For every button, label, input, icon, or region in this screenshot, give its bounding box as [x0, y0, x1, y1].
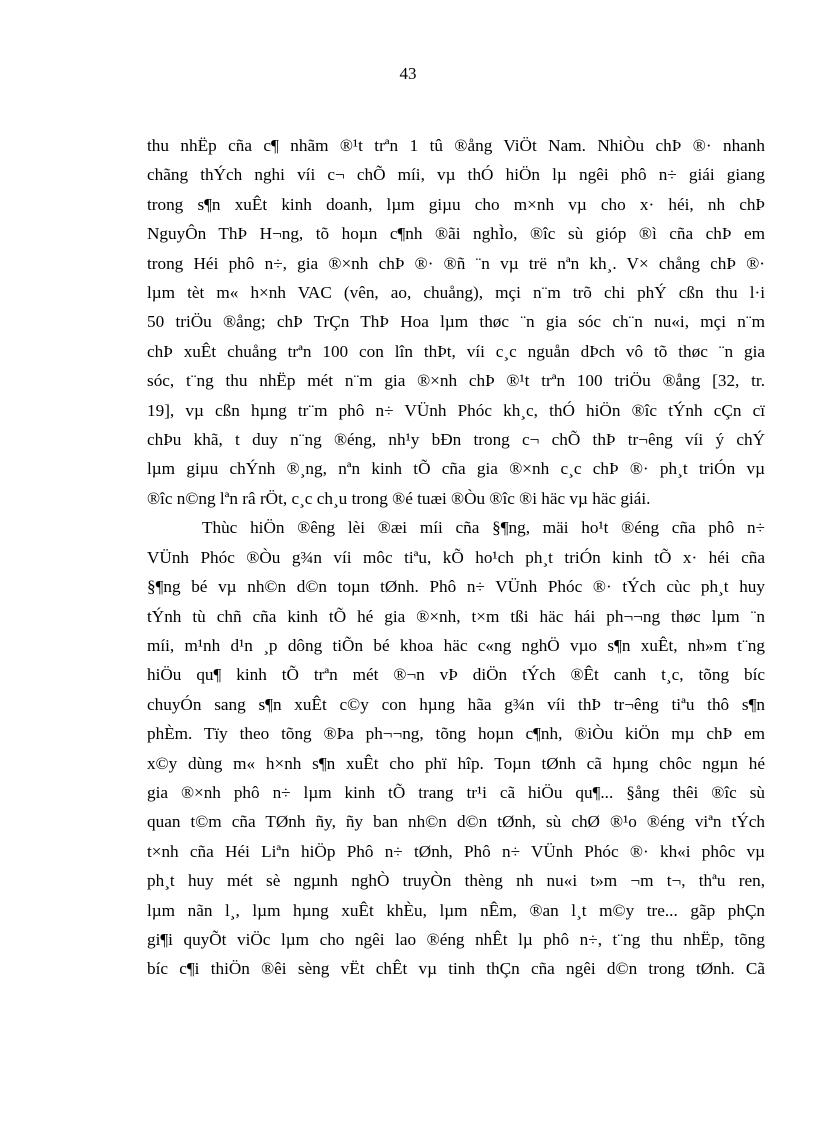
text-line: chÞ xuÊt chuång trªn 100 con lîn thÞt, víi c¸c nguån dÞch vô tõ thøc ¨n gia — [147, 341, 765, 361]
text-line: chuyÓn sang s¶n xuÊt c©y con hµng hãa g¾n víi thÞ tr¬êng tiªu thô s¶n — [147, 694, 765, 714]
text-line: bíc c¶i thiÖn ®êi sèng vËt chÊt vµ tinh thÇn cña ngêi d©n trong tØnh. Cã — [147, 959, 765, 979]
text-line: x©y dùng m« h×nh s¶n xuÊt cho phï hîp. Toµn tØnh cã hµng chôc ngµn hé — [147, 753, 765, 773]
text-line: quan t©m cña TØnh ñy, ñy ban nh©n d©n tØnh, sù chØ ®¹o ®éng viªn tÝch — [147, 812, 765, 832]
paragraph-1 — [147, 131, 765, 513]
text-line: Thùc hiÖn ®êng lèi ®æi míi cña §¶ng, mäi ho¹t ®éng cña phô n÷ — [202, 518, 765, 538]
text-line: lµm tèt m« h×nh VAC (vên, ao, chuång), mçi n¨m trõ chi phÝ cßn thu l·i — [147, 283, 765, 303]
text-line: sóc, t¨ng thu nhËp mét n¨m gia ®×nh chÞ ®¹t trªn 100 triÖu ®ång [32, tr. — [147, 371, 765, 391]
text-line: 50 triÖu ®ång; chÞ TrÇn ThÞ Hoa lµm thøc ¨n gia sóc ch¨n nu«i, mçi n¨m — [147, 312, 765, 332]
text-line: VÜnh Phóc ®Òu g¾n víi môc tiªu, kÕ ho¹ch ph¸t triÓn kinh tÕ x· héi cña — [147, 547, 765, 567]
paragraph-2 — [147, 513, 765, 984]
text-line: lµm giµu chÝnh ®¸ng, nªn kinh tÕ cña gia ®×nh c¸c chÞ ®· ph¸t triÓn vµ — [147, 459, 765, 479]
text-line: gia ®×nh phô n÷ lµm kinh tÕ trang tr¹i cã hiÖu qu¶... §ång thêi ®îc sù — [147, 782, 765, 802]
text-line: chãng thÝch nghi víi c¬ chÕ míi, vµ thÓ hiÖn lµ ngêi phô n÷ giái giang — [147, 165, 765, 185]
text-line: thu nhËp cña c¶ nhãm ®¹t trªn 1 tû ®ång ViÖt Nam. NhiÒu chÞ ®· nhanh — [147, 136, 765, 155]
body-text — [147, 131, 765, 984]
text-line: ®îc n©ng lªn râ rÖt, c¸c ch¸u trong ®é tuæi ®Òu ®îc ®i häc vµ häc giái. — [147, 488, 651, 508]
text-line: 19], vµ cßn hµng tr¨m phô n÷ VÜnh Phóc kh¸c, thÓ hiÖn ®îc tÝnh cÇn cï — [147, 400, 765, 420]
text-line: tÝnh tù chñ cña kinh tÕ hé gia ®×nh, t×m tßi häc hái ph¬¬ng thøc lµm ¨n — [147, 606, 765, 626]
text-line: trong s¶n xuÊt kinh doanh, lµm giµu cho m×nh vµ cho x· héi, nh chÞ — [147, 194, 765, 214]
page-number: 43 — [399, 64, 417, 83]
text-line: t×nh cña Héi Liªn hiÖp Phô n÷ tØnh, Phô n÷ VÜnh Phóc ®· kh«i phôc vµ — [147, 841, 765, 861]
text-line: trong Héi phô n÷, gia ®×nh chÞ ®· ®ñ ¨n vµ trë nªn kh¸. V× chång chÞ ®· — [147, 253, 765, 273]
text-line: chÞu khã, t duy n¨ng ®éng, nh¹y bÐn trong c¬ chÕ thÞ tr¬êng víi ý chÝ — [147, 430, 765, 450]
text-line: phÈm. Tïy theo tõng ®Þa ph¬¬ng, tõng hoµn c¶nh, ®iÒu kiÖn mµ chÞ em — [147, 724, 765, 744]
text-line: gi¶i quyÕt viÖc lµm cho ngêi lao ®éng nhÊt lµ phô n÷, t¨ng thu nhËp, tõng — [147, 929, 765, 949]
text-line: míi, m¹nh d¹n ¸p dông tiÕn bé khoa häc c«ng nghÖ vµo s¶n xuÊt, nh»m t¨ng — [147, 635, 765, 655]
text-line: §¶ng bé vµ nh©n d©n toµn tØnh. Phô n÷ VÜnh Phóc ®· tÝch cùc ph¸t huy — [147, 577, 765, 597]
text-line: lµm nãn l¸, lµm hµng xuÊt khÈu, lµm nÊm, ®an l¸t m©y tre... gãp phÇn — [147, 900, 765, 920]
text-line: ph¸t huy mét sè ngµnh nghÒ truyÒn thèng nh nu«i t»m ¬m t¬, thªu ren, — [147, 871, 765, 891]
text-line: NguyÔn ThÞ H¬ng, tõ hoµn c¶nh ®ãi nghÌo, ®îc sù gióp ®ì cña chÞ em — [147, 224, 765, 244]
text-line: hiÖu qu¶ kinh tÕ trªn mét ®¬n vÞ diÖn tÝch ®Êt canh t¸c, tõng bíc — [147, 665, 765, 685]
